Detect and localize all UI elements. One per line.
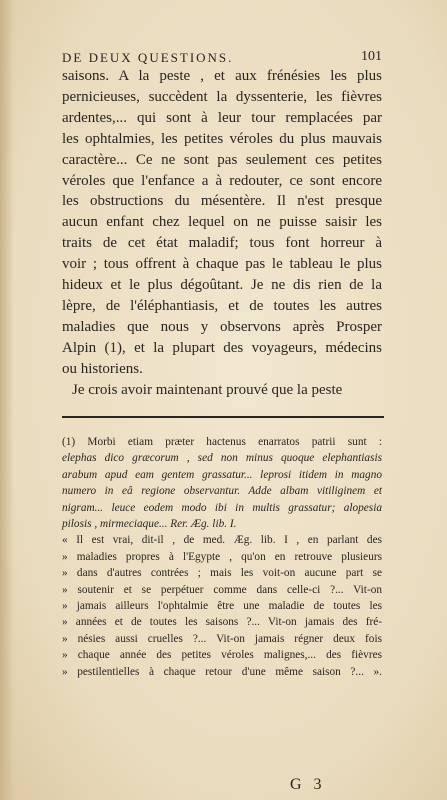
footnote-line: » chaque année des petites véroles malignes,... des fièvres: [62, 649, 382, 662]
body-line: traits de cet état maladif; tous font horreur à: [62, 235, 382, 252]
body-line: les ophtalmies, les petites véroles du plus mauvais: [62, 130, 382, 147]
body-line: ardentes,... qui sont à leur tour remplacées par: [62, 109, 382, 126]
running-title: DE DEUX QUESTIONS.: [62, 50, 234, 65]
body-line: pernicieuses, succèdent la dyssenterie, les fièvres: [62, 88, 382, 105]
footnote-line: » nésies aussi cruelles ?... Vit-on jamais régner deux fois: [62, 632, 382, 645]
page-number: 101: [361, 49, 382, 64]
running-header: [62, 50, 382, 66]
body-line: maladies que nous y observons après Prosper: [62, 318, 382, 335]
body-line: hideux et le plus dégoûtant. Je ne dis rien de la: [62, 277, 382, 294]
body-line: saisons. A la peste , et aux frénésies les plus: [62, 68, 382, 84]
signature-mark: G 3: [290, 776, 326, 793]
footnote-line: » maladies propres à l'Egypte , qu'on en retrouve plusieurs: [62, 550, 382, 563]
footnote-line: » années et de toutes les saisons ?... Vit-on jamais des fré-: [62, 616, 382, 629]
footnote-line: nigram... leuce eodem modo ibi in multis grassatur; alopesia: [62, 501, 382, 514]
footnote-line: » jamais ailleurs l'ophtalmie être une maladie de toutes les: [62, 600, 382, 613]
footnote-line: arabum apud eam gentem grassatur... leprosi itidem in magno: [62, 468, 382, 481]
footnote-line: (1) Morbi etiam præter hactenus enarratos patrii sunt :: [62, 436, 382, 448]
footnote-line: » pestilentielles à chaque retour d'une même saison ?... ».: [62, 665, 382, 678]
footnote-line: elephas dico græcorum , sed non minus quoque elephantiasis: [62, 452, 382, 465]
body-line: véroles que l'enfance a à redouter, ce sont encore: [62, 172, 382, 189]
page-gutter-shadow: [0, 0, 14, 800]
footnote-rule: [62, 416, 384, 418]
body-line: ou historiens.: [62, 360, 143, 377]
footnote-line: » soutenir et se perpétuer comme dans celle-ci ?... Vit-on: [62, 583, 382, 596]
body-line: les obstructions du mésentère. Il n'est presque: [62, 193, 382, 210]
body-line: aucun enfant chez lequel on ne puisse saisir les: [62, 214, 382, 231]
footnote-line: pilosis , mirmeciaque... Rer. Æg. lib. I.: [62, 518, 237, 531]
body-line: voir ; tous offrent à chaque pas le tableau le plus: [62, 256, 382, 273]
footnote-line: « Il est vrai, dit-il , de med. Æg. lib. I , en parlant des: [62, 534, 382, 547]
body-line: caractère... Ce ne sont pas seulement ces petites: [62, 151, 382, 168]
body-line: lèpre, de l'éléphantiasis, et de toutes les autres: [62, 297, 382, 314]
footnote: [62, 434, 382, 680]
body-line: Je crois avoir maintenant prouvé que la peste: [72, 381, 343, 398]
footnote-line: » dans d'autres contrées ; mais les voit-on aucune part se: [62, 567, 382, 580]
footnote-line: numero in eâ regione observantur. Adde albam vitiliginem et: [62, 485, 382, 498]
body-line: Alpin (1), et la plupart des voyageurs, médecins: [62, 339, 382, 356]
main-text: [62, 66, 382, 401]
